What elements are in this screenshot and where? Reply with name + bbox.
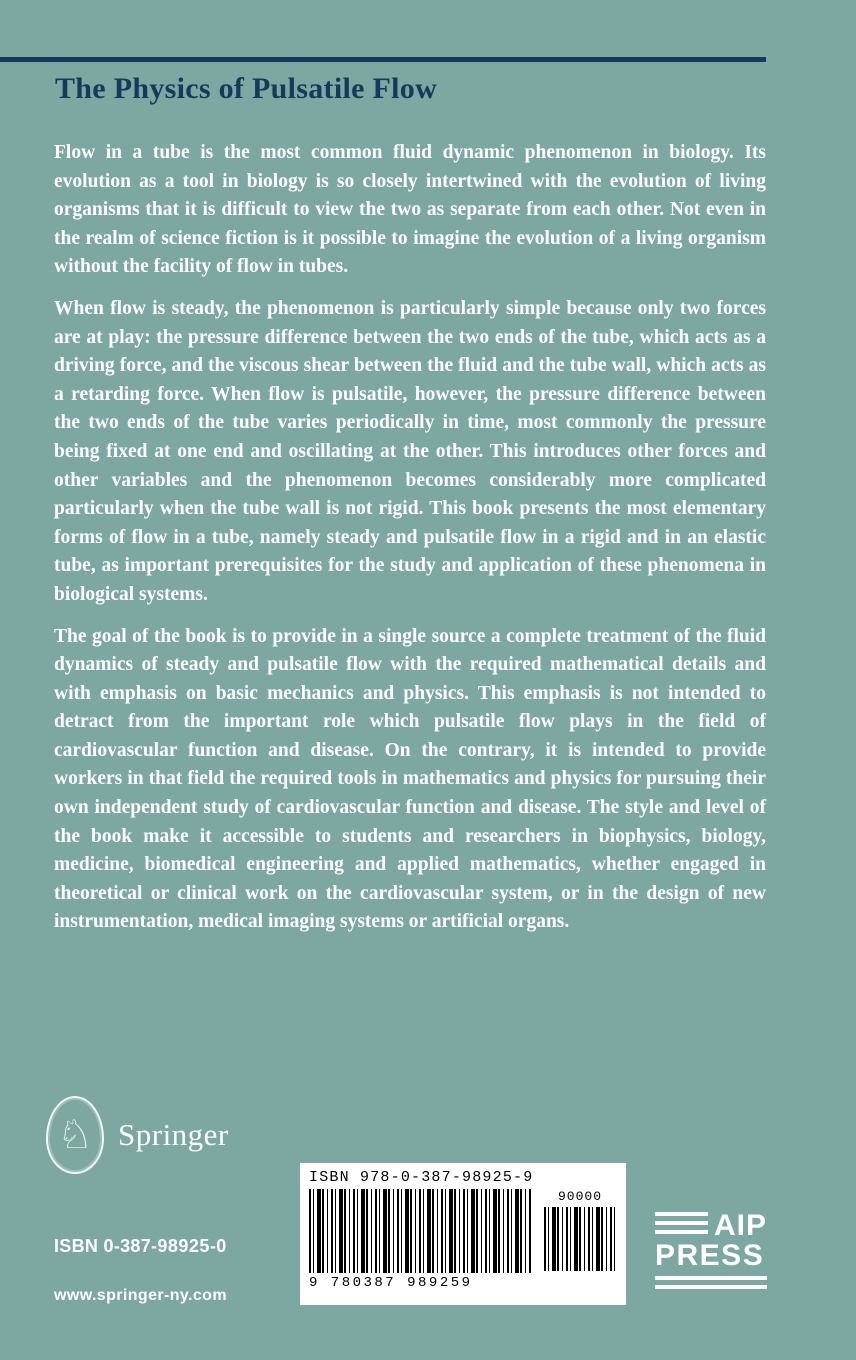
barcode-row: [309, 1189, 617, 1291]
back-cover-blurb: [54, 139, 766, 950]
book-title: The Physics of Pulsatile Flow: [55, 72, 438, 105]
aip-logo-lines-top: [655, 1212, 708, 1238]
barcode-bars: [309, 1189, 531, 1273]
barcode-block: [300, 1163, 626, 1305]
top-rule: [0, 57, 766, 62]
blurb-paragraph-2: When flow is steady, the phenomenon is particularly simple because only two forces are at play: the pressure difference between the two ends of the tube, which acts as a driving force, and the viscous shear between the fluid and the tube wall, which acts as a retarding force. When flow is pulsatile, however, the pressure difference between the two ends of the tube varies periodically in time, most commonly the pressure being fixed at one end and oscillating at the other. This introduces other forces and other variables and the phenomenon becomes considerably more complicated particularly when the tube wall is not rigid. This book presents the most elementary forms of flow in a tube, namely steady and pulsatile flow in a rigid and in an elastic tube, as important prerequisites for the study and application of these phenomena in biological systems.: [54, 297, 766, 605]
barcode-addon: [543, 1189, 617, 1291]
barcode-digits: 9 780387 989259: [309, 1275, 473, 1291]
barcode-isbn-text: ISBN 978-0-387-98925-9: [309, 1169, 534, 1186]
blurb-paragraph-3: The goal of the book is to provide in a single source a complete treatment of the fluid dynamics of steady and pulsatile flow with the required mathematical details and with emphasis on basic mechanics and physics. This emphasis is not intended to detract from the important role which pulsatile flow plays in the field of cardiovascular function and disease. On the contrary, it is intended to provide workers in that field the required tools in mathematics and physics for pursuing their own independent study of cardiovascular function and disease. The style and level of the book make it accessible to students and researchers in biophysics, biology, medicine, biomedical engineering and applied mathematics, whether engaged in theoretical or clinical work on the cardiovascular system, or in the design of new instrumentation, medical imaging systems or artificial organs.: [54, 625, 766, 933]
barcode-addon-bars: [544, 1207, 616, 1271]
isbn-suffix: -0: [209, 1236, 227, 1256]
blurb-paragraph-1: Flow in a tube is the most common fluid dynamic phenomenon in biology. Its evolution as a tool in biology is so closely intertwined with the evolution of living organisms that it is difficult to view the two as separate from each other. Not even in the realm of science fiction is it possible to imagine the evolution of a living organism without the facility of flow in tubes.: [54, 142, 766, 278]
barcode-price-code: 90000: [557, 1189, 602, 1204]
springer-wordmark: Springer: [118, 1117, 229, 1152]
publisher-website: www.springer-ny.com: [54, 1287, 227, 1304]
aip-press-wordmark: PRESS: [655, 1239, 765, 1272]
aip-wordmark: AIP: [713, 1208, 767, 1242]
isbn-bold-part: 98925: [157, 1236, 210, 1256]
aip-press-logo: [655, 1208, 767, 1289]
springer-emblem: [46, 1096, 104, 1174]
springer-logo: [46, 1096, 229, 1174]
aip-logo-top: [655, 1208, 767, 1242]
barcode-main: [309, 1189, 531, 1291]
aip-logo-lines-bottom: [655, 1276, 767, 1289]
chess-knight-icon: ♘: [57, 1112, 93, 1158]
isbn-text: [54, 1236, 227, 1257]
isbn-prefix: ISBN 0-387-: [54, 1236, 158, 1256]
